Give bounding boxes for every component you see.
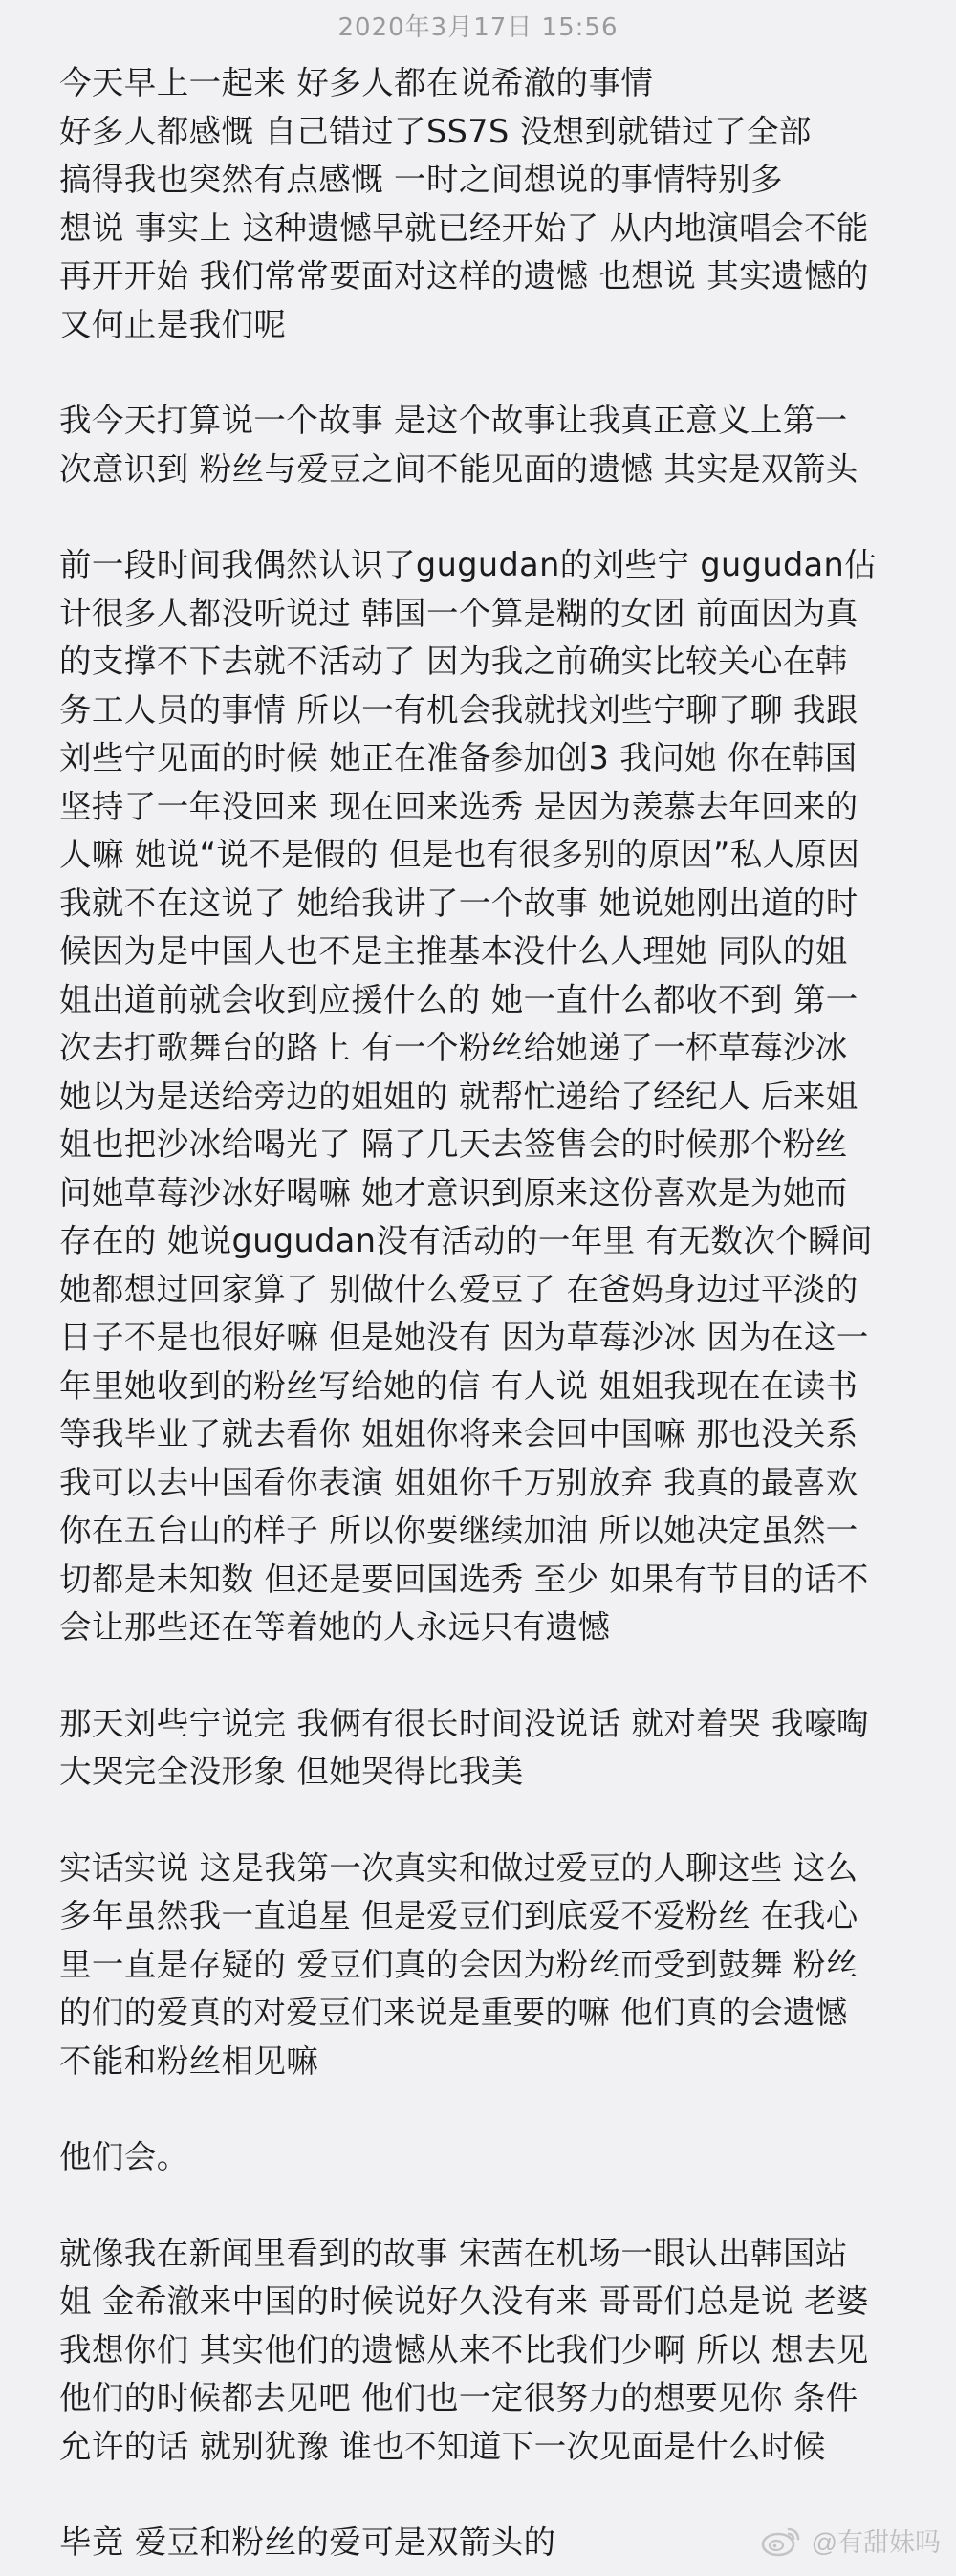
paragraph-7: 就像我在新闻里看到的故事 宋茜在机场一眼认出韩国站 姐 金希澈来中国的时候说好久没有来 哥哥们总是说 老婆 我想你们 其实他们的遗憾从来不比我们少啊 所以 想去见 他们的时候都去见吧 他们也一定很努力的想要见你 条件 允许的话 就别犹豫 谁也不知道下一次见面是什么时候 xyxy=(59,2234,869,2465)
paragraph-3: 前一段时间我偶然认识了gugudan的刘些宁 gugudan估 计很多人都没听说过 韩国一个算是糊的女团 前面因为真 的支撑不下去就不活动了 因为我之前确实比较关心在韩 务工人员的事情 所以一有机会我就找刘些宁聊了聊 我跟 刘些宁见面的时候 她正在准备参加创3 我问她 你在韩国 坚持了一年没回来 现在回来选秀 是因为羡慕去年回来的 人嘛 她说“说不是假的 但是也有很多别的原因”私人原因 我就不在这说了 她给我讲了一个故事 她说她刚出道的时 候因为是中国人也不是主推基本没什么人理她 同队的姐 姐出道前就会收到应援什么的 她一直什么都收不到 第一 次去打歌舞台的路上 有一个粉丝给她递了一杯草莓沙冰 她以为是送给旁边的姐姐的 就帮忙递给了经纪人 后来姐 姐也把沙冰给喝光了 隔了几天去签售会的时候那个粉丝 问她草莓沙冰好喝嘛 她才意识到原来这份喜欢是为她而 存在的 她说gugudan没有活动的一年里 有无数次个瞬间 她都想过回家算了 别做什么爱豆了 在爸妈身边过平淡的 日子不是也很好嘛 但是她没有 因为草莓沙冰 因为在这一 年里她收到的粉丝写给她的信 有人说 姐姐我现在在读书 等我毕业了就去看你 姐姐你将来会回中国嘛 那也没关系 我可以去中国看你表演 姐姐你千万别放弃 我真的最喜欢 你在五台山的样子 所以你要继续加油 所以她决定虽然一 切都是未知数 但还是要回国选秀 至少 如果有节目的话不 会让那些还在等着她的人永远只有遗憾 xyxy=(59,546,878,1646)
weibo-watermark xyxy=(760,2521,941,2559)
paragraph-2: 我今天打算说一个故事 是这个故事让我真正意义上第一 次意识到 粉丝与爱豆之间不能见面的遗憾 其实是双箭头 xyxy=(59,402,858,488)
watermark-handle: @有甜妹吗 xyxy=(811,2528,941,2557)
note-timestamp: 2020年3月17日 15:56 xyxy=(337,13,619,42)
weibo-icon xyxy=(760,2523,802,2558)
paragraph-8: 毕竟 爱豆和粉丝的爱可是双箭头的 xyxy=(59,2523,556,2561)
paragraph-5: 实话实说 这是我第一次真实和做过爱豆的人聊这些 这么 多年虽然我一直追星 但是爱豆们到底爱不爱粉丝 在我心 里一直是存疑的 爱豆们真的会因为粉丝而受到鼓舞 粉丝 的们的爱真的对爱豆们来说是重要的嘛 他们真的会遗憾 不能和粉丝相见嘛 xyxy=(59,1848,858,2080)
paragraph-6: 他们会。 xyxy=(59,2138,189,2175)
paragraph-1: 今天早上一起来 好多人都在说希澈的事情 好多人都感慨 自己错过了SS7S 没想到就错过了全部 搞得我也突然有点感慨 一时之间想说的事情特别多 想说 事实上 这种遗憾早就已经开始了 从内地演唱会不能 再开开始 我们常常要面对这样的遗憾 也想说 其实遗憾的 又何止是我们呢 xyxy=(59,64,869,343)
paragraph-4: 那天刘些宁说完 我俩有很长时间没说话 就对着哭 我嚎啕 大哭完全没形象 但她哭得比我美 xyxy=(59,1704,869,1790)
note-body xyxy=(59,59,920,2567)
